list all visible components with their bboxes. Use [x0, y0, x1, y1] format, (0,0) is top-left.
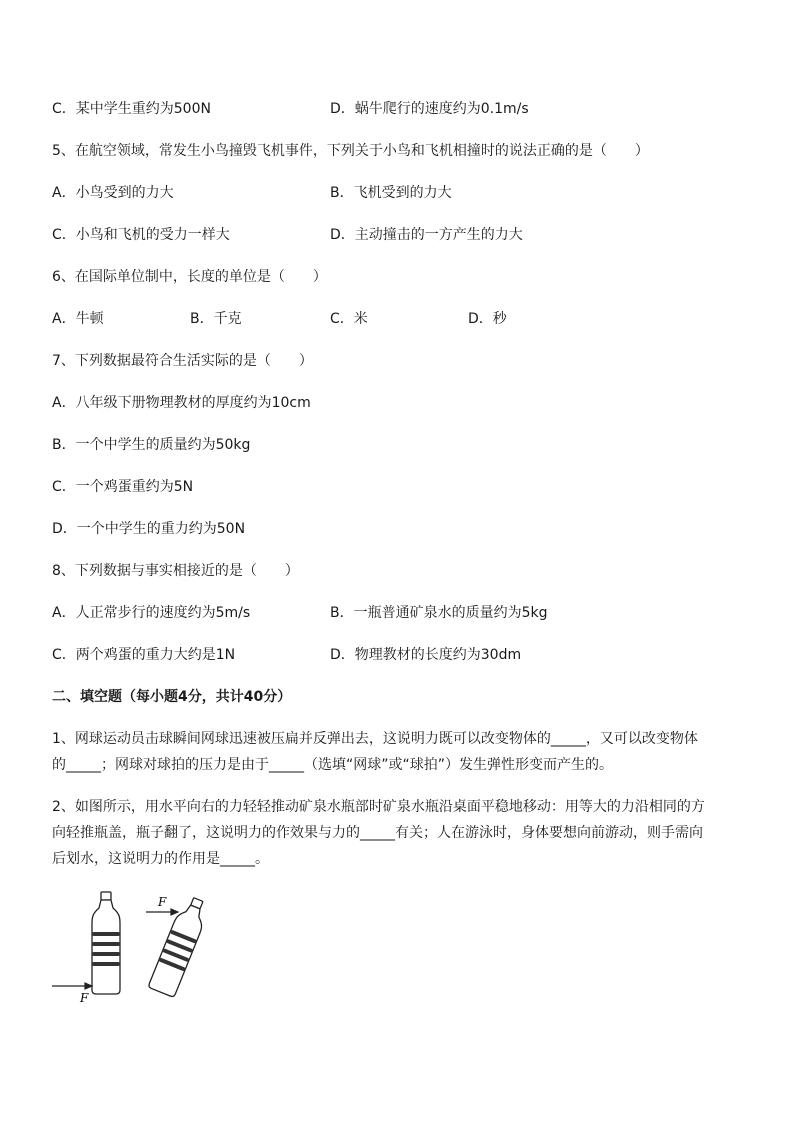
tilted-bottle [148, 894, 211, 997]
option-d: D．物理教材的长度约为30dm [330, 647, 522, 663]
option-c: C．某中学生重约为500N [52, 101, 211, 117]
fill-question-line: 2、如图所示，用水平向右的力轻轻推动矿泉水瓶部时矿泉水瓶沿桌面平稳地移动：用等大的力沿相同的方 [52, 799, 705, 815]
option-a: A．牛顿 [52, 311, 104, 327]
option-c: C．小鸟和飞机的受力一样大 [52, 227, 230, 243]
question-stem: 6、在国际单位制中，长度的单位是（ ） [52, 269, 327, 285]
option-a: A．小鸟受到的力大 [52, 185, 174, 201]
fill-question-line: 的_____；网球对球拍的压力是由于_____（选填“网球”或“球拍”）发生弹性形变而产生的。 [52, 757, 614, 773]
option-b: B．飞机受到的力大 [330, 185, 452, 201]
bottle-diagram [50, 890, 220, 1010]
fill-question-line: 1、网球运动员击球瞬间网球迅速被压扁并反弹出去，这说明力既可以改变物体的_____，又可以改变物体 [52, 731, 698, 747]
option-d: D．秒 [468, 311, 507, 327]
force-arrow-bottom [52, 983, 92, 989]
option-d: D．蜗牛爬行的速度约为0.1m/s [330, 101, 529, 117]
option-b: B．一个中学生的质量约为50kg [52, 437, 251, 453]
bottle-figure [50, 890, 220, 1010]
option-b: B．千克 [190, 311, 242, 327]
question-stem: 7、下列数据最符合生活实际的是（ ） [52, 353, 313, 369]
force-label-top: F [158, 895, 167, 909]
question-stem: 5、在航空领域，常发生小鸟撞毁飞机事件，下列关于小鸟和飞机相撞时的说法正确的是（ ） [52, 143, 649, 159]
option-c: C．米 [330, 311, 368, 327]
fill-question-line: 向轻推瓶盖，瓶子翻了，这说明力的作效果与力的_____有关；人在游泳时，身体要想向前游动，则手需向 [52, 825, 703, 841]
section-heading: 二、填空题（每小题4分，共计40分） [52, 689, 292, 705]
option-a: A．人正常步行的速度约为5m/s [52, 605, 251, 621]
option-c: C．一个鸡蛋重约为5N [52, 479, 194, 495]
fill-question-line: 后划水，这说明力的作用是_____。 [52, 851, 269, 867]
option-a: A．八年级下册物理教材的厚度约为10cm [52, 395, 311, 411]
option-d: D．主动撞击的一方产生的力大 [330, 227, 523, 243]
option-d: D．一个中学生的重力约为50N [52, 521, 246, 537]
upright-bottle [92, 892, 120, 994]
option-b: B．一瓶普通矿泉水的质量约为5kg [330, 605, 548, 621]
force-label-bottom: F [80, 991, 89, 1005]
option-c: C．两个鸡蛋的重力大约是1N [52, 647, 236, 663]
question-stem: 8、下列数据与事实相接近的是（ ） [52, 563, 299, 579]
force-arrow-top [146, 909, 178, 915]
